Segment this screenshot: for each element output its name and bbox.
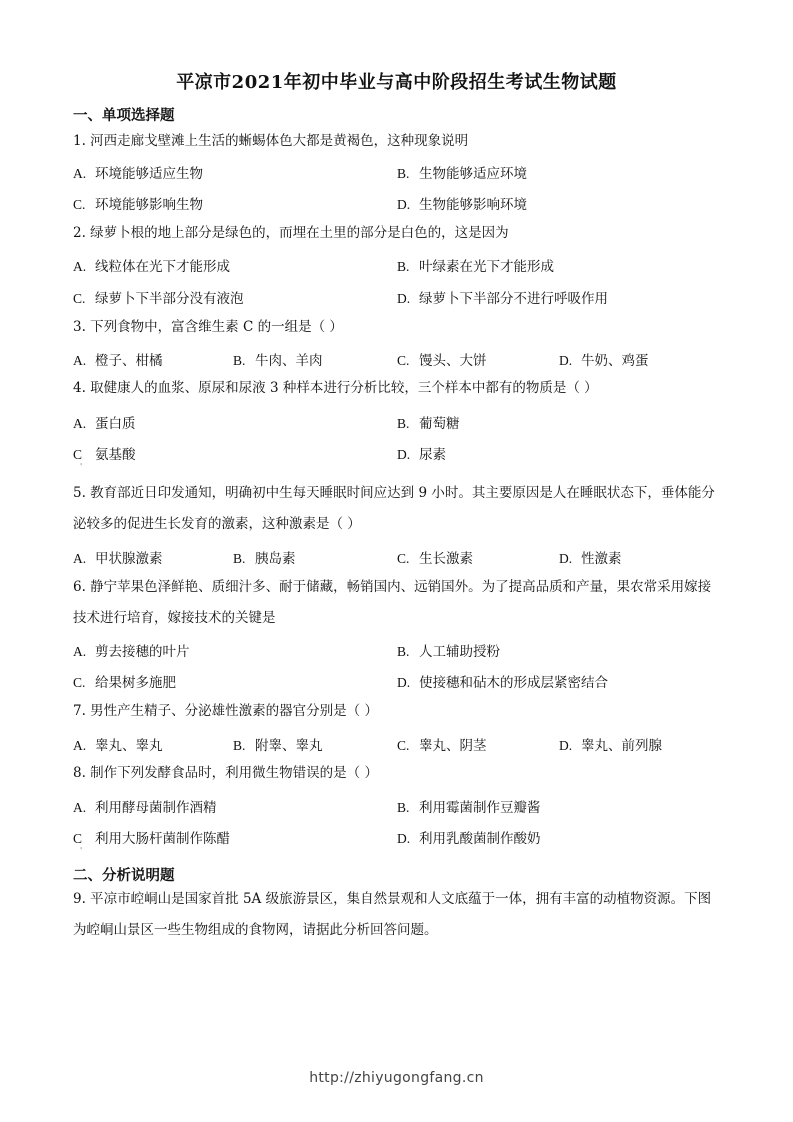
option-c: C. 给果树多施肥	[73, 675, 176, 691]
question-7-stem: 7. 男性产生精子、分泌雄性激素的器官分别是（ ）	[73, 703, 378, 719]
option-b: B. 生物能够适应环境	[397, 166, 527, 182]
question-3-stem: 3. 下列食物中，富含维生素 C 的一组是（ ）	[73, 319, 343, 335]
option-c: C. 环境能够影响生物	[73, 197, 203, 213]
section-heading-analysis: 二、分析说明题	[73, 867, 175, 884]
option-c: C 利用大肠杆菌制作陈醋	[73, 831, 230, 847]
option-b: B. 牛肉、羊肉	[233, 353, 323, 369]
question-1-options-row-2	[73, 193, 723, 213]
option-b: B. 利用霉菌制作豆瓣酱	[397, 800, 541, 816]
option-a: A. 环境能够适应生物	[73, 166, 203, 182]
question-8-options-row-1	[73, 796, 723, 816]
question-8-stem: 8. 制作下列发酵食品时，利用微生物错误的是（ ）	[73, 765, 378, 781]
option-c: C. 生长激素	[397, 551, 473, 567]
option-a: A. 利用酵母菌制作酒精	[73, 800, 217, 816]
question-4-options-row-2	[73, 443, 723, 463]
question-1-options-row-1	[73, 162, 723, 182]
section-heading-single-choice: 一、单项选择题	[73, 107, 175, 124]
option-d: D. 睾丸、前列腺	[559, 738, 662, 754]
option-d: D. 使接穗和砧木的形成层紧密结合	[397, 675, 608, 691]
question-5-options	[73, 547, 723, 567]
option-a: A. 蛋白质	[73, 416, 136, 432]
scan-mark: '	[80, 462, 83, 471]
question-1-stem: 1. 河西走廊戈壁滩上生活的蜥蜴体色大都是黄褐色，这种现象说明	[73, 133, 469, 149]
option-c: C 氨基酸	[73, 447, 136, 463]
option-a: A. 线粒体在光下才能形成	[73, 259, 230, 275]
question-3-options	[73, 349, 723, 369]
option-a: A. 剪去接穗的叶片	[73, 644, 190, 660]
option-d: D. 生物能够影响环境	[397, 197, 527, 213]
question-8-options-row-2	[73, 827, 723, 847]
question-2-options-row-1	[73, 255, 723, 275]
question-7-options	[73, 734, 723, 754]
option-c: C. 馒头、大饼	[397, 353, 487, 369]
question-4-stem: 4. 取健康人的血浆、原尿和尿液 3 种样本进行分析比较，三个样本中都有的物质是（ ）	[73, 380, 598, 396]
option-c: C. 绿萝卜下半部分没有液泡	[73, 291, 244, 307]
option-d: D. 利用乳酸菌制作酸奶	[397, 831, 541, 847]
option-b: B. 人工辅助授粉	[397, 644, 500, 660]
page-title: 平凉市2021年初中毕业与高中阶段招生考试生物试题	[176, 72, 617, 93]
footer-url: http://zhiyugongfang.cn	[309, 1070, 484, 1086]
option-a: A. 甲状腺激素	[73, 551, 163, 567]
question-6-options-row-1	[73, 640, 723, 660]
question-6-stem: 6. 静宁苹果色泽鲜艳、质细汁多、耐于储藏，畅销国内、远销国外。为了提高品质和产量，果农常采用嫁接技术进行培育，嫁接技术的关键是	[73, 579, 712, 626]
question-6-options-row-2	[73, 671, 723, 691]
option-b: B. 叶绿素在光下才能形成	[397, 259, 554, 275]
option-d: D. 牛奶、鸡蛋	[559, 353, 649, 369]
question-5-stem: 5. 教育部近日印发通知，明确初中生每天睡眠时间应达到 9 小时。其主要原因是人在睡眠状态下，垂体能分泌较多的促进生长发育的激素，这种激素是（ ）	[73, 485, 715, 532]
option-d: D. 尿素	[397, 447, 446, 463]
option-b: B. 葡萄糖	[397, 416, 460, 432]
question-2-options-row-2	[73, 287, 723, 307]
question-2-stem: 2. 绿萝卜根的地上部分是绿色的，而埋在土里的部分是白色的，这是因为	[73, 225, 509, 241]
option-b: B. 附睾、睾丸	[233, 738, 323, 754]
scan-mark: '	[80, 846, 83, 855]
option-b: B. 胰岛素	[233, 551, 296, 567]
option-c: C. 睾丸、阴茎	[397, 738, 487, 754]
question-4-options-row-1	[73, 412, 723, 432]
option-a: A. 橙子、柑橘	[73, 353, 163, 369]
option-d: D. 性激素	[559, 551, 622, 567]
option-a: A. 睾丸、睾丸	[73, 738, 163, 754]
question-9-stem: 9. 平凉市崆峒山是国家首批 5A 级旅游景区，集自然景观和人文底蕴于一体，拥有丰富的动植物资源。下图为崆峒山景区一些生物组成的食物网，请据此分析回答问题。	[73, 891, 712, 938]
option-d: D. 绿萝卜下半部分不进行呼吸作用	[397, 291, 608, 307]
